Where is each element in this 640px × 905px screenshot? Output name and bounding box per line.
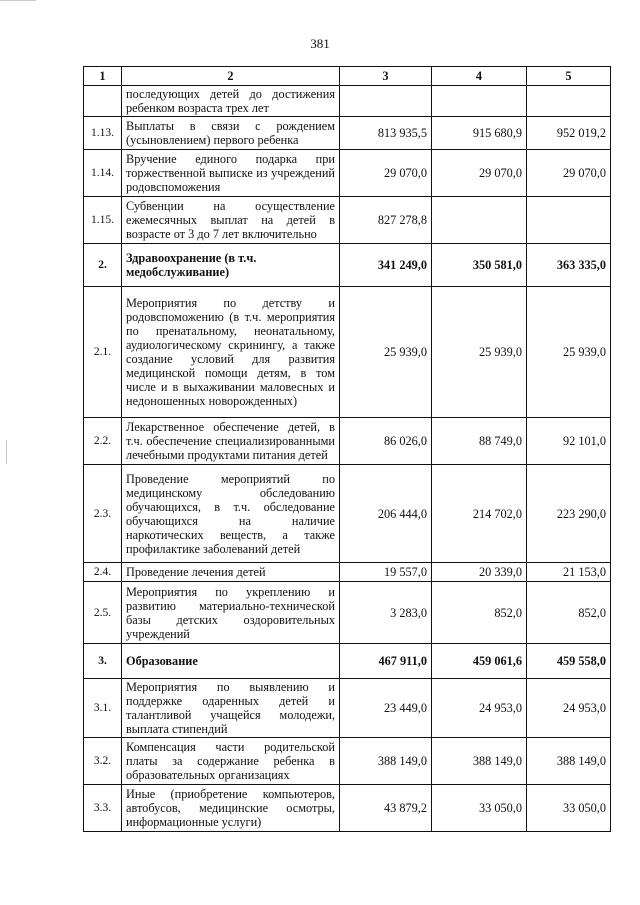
row-number-cell: 2.4.	[84, 563, 122, 582]
header-cell-3: 3	[340, 67, 432, 86]
table-row	[84, 86, 611, 117]
row-number-cell: 1.14.	[84, 150, 122, 197]
row-name-cell: Мероприятия по выявлению и поддержке одаренных детей и талантливой учащейся молодежи, выплата стипендий	[122, 679, 340, 738]
value-cell-col3: 29 070,0	[340, 150, 432, 197]
table-row	[84, 150, 611, 197]
value-cell-col3: 827 278,8	[340, 197, 432, 244]
value-cell-col5: 33 050,0	[527, 785, 611, 832]
value-cell-col5: 25 939,0	[527, 287, 611, 418]
value-cell-col4	[432, 197, 527, 244]
table-row	[84, 644, 611, 679]
value-cell-col3: 43 879,2	[340, 785, 432, 832]
value-cell-col4: 20 339,0	[432, 563, 527, 582]
row-name-cell: Проведение мероприятий по медицинскому обследованию обучающихся, в т.ч. обследование обучающихся на наличие наркотических веществ, а также профилактике заболеваний детей	[122, 465, 340, 563]
value-cell-col5: 363 335,0	[527, 244, 611, 287]
value-cell-col4: 214 702,0	[432, 465, 527, 563]
row-name-cell: Здравоохранение (в т.ч. медобслуживание)	[122, 244, 340, 287]
value-cell-col3: 813 935,5	[340, 117, 432, 150]
value-cell-col5: 24 953,0	[527, 679, 611, 738]
value-cell-col5: 459 558,0	[527, 644, 611, 679]
row-number-cell: 2.3.	[84, 465, 122, 563]
value-cell-col4: 24 953,0	[432, 679, 527, 738]
table-row	[84, 117, 611, 150]
row-number-cell: 2.	[84, 244, 122, 287]
value-cell-col5: 29 070,0	[527, 150, 611, 197]
value-cell-col3: 467 911,0	[340, 644, 432, 679]
table-row	[84, 197, 611, 244]
table-row	[84, 738, 611, 785]
value-cell-col5	[527, 197, 611, 244]
value-cell-col4: 388 149,0	[432, 738, 527, 785]
value-cell-col4: 852,0	[432, 582, 527, 644]
row-name-cell: Компенсация части родительской платы за содержание ребенка в образовательных организациях	[122, 738, 340, 785]
header-cell-5: 5	[527, 67, 611, 86]
row-name-cell: Лекарственное обеспечение детей, в т.ч. обеспечение специализированными лечебными продуктами питания детей	[122, 418, 340, 465]
row-name-cell: Образование	[122, 644, 340, 679]
header-cell-1: 1	[84, 67, 122, 86]
value-cell-col4: 33 050,0	[432, 785, 527, 832]
table-header-row	[84, 67, 611, 86]
header-cell-4: 4	[432, 67, 527, 86]
value-cell-col3: 25 939,0	[340, 287, 432, 418]
value-cell-col3: 341 249,0	[340, 244, 432, 287]
value-cell-col4	[432, 86, 527, 117]
value-cell-col3: 3 283,0	[340, 582, 432, 644]
value-cell-col3: 206 444,0	[340, 465, 432, 563]
row-name-cell: Проведение лечения детей	[122, 563, 340, 582]
row-number-cell: 3.1.	[84, 679, 122, 738]
value-cell-col3: 388 149,0	[340, 738, 432, 785]
table-row	[84, 679, 611, 738]
table-row	[84, 418, 611, 465]
row-name-cell: Мероприятия по укреплению и развитию материально-технической базы детских оздоровительных учреждений	[122, 582, 340, 644]
table-row	[84, 563, 611, 582]
table-row	[84, 582, 611, 644]
row-number-cell: 3.2.	[84, 738, 122, 785]
row-name-cell: Субвенции на осуществление ежемесячных выплат на детей в возрасте от 3 до 7 лет включительно	[122, 197, 340, 244]
row-number-cell	[84, 86, 122, 117]
row-number-cell: 1.15.	[84, 197, 122, 244]
value-cell-col3: 19 557,0	[340, 563, 432, 582]
row-name-cell: Иные (приобретение компьютеров, автобусов, медицинские осмотры, информационные услуги)	[122, 785, 340, 832]
value-cell-col4: 29 070,0	[432, 150, 527, 197]
row-number-cell: 2.2.	[84, 418, 122, 465]
row-name-cell: Мероприятия по детству и родовспоможению (в т.ч. мероприятия по пренатальному, неонатальному, аудиологическому скринингу, а также создание условий для развития медицинской помощи детям, в том числе и в выхаживании маловесных и недоношенных новорожденных)	[122, 287, 340, 418]
row-number-cell: 2.5.	[84, 582, 122, 644]
value-cell-col5: 852,0	[527, 582, 611, 644]
row-name-cell: последующих детей до достижения ребенком возраста трех лет	[122, 86, 340, 117]
value-cell-col3: 86 026,0	[340, 418, 432, 465]
row-number-cell: 3.	[84, 644, 122, 679]
scan-edge-mark-left	[6, 440, 7, 464]
page-number: 381	[310, 36, 330, 51]
row-name-cell: Выплаты в связи с рождением (усыновлением) первого ребенка	[122, 117, 340, 150]
header-cell-2: 2	[122, 67, 340, 86]
value-cell-col5: 388 149,0	[527, 738, 611, 785]
value-cell-col5: 223 290,0	[527, 465, 611, 563]
value-cell-col5: 21 153,0	[527, 563, 611, 582]
value-cell-col4: 350 581,0	[432, 244, 527, 287]
value-cell-col5: 952 019,2	[527, 117, 611, 150]
value-cell-col5	[527, 86, 611, 117]
row-number-cell: 2.1.	[84, 287, 122, 418]
value-cell-col4: 25 939,0	[432, 287, 527, 418]
table-row	[84, 785, 611, 832]
table-row	[84, 244, 611, 287]
row-number-cell: 3.3.	[84, 785, 122, 832]
value-cell-col4: 88 749,0	[432, 418, 527, 465]
scan-edge-mark-top	[0, 0, 36, 1]
value-cell-col3: 23 449,0	[340, 679, 432, 738]
value-cell-col3	[340, 86, 432, 117]
value-cell-col5: 92 101,0	[527, 418, 611, 465]
value-cell-col4: 915 680,9	[432, 117, 527, 150]
value-cell-col4: 459 061,6	[432, 644, 527, 679]
table-row	[84, 287, 611, 418]
row-name-cell: Вручение единого подарка при торжественной выписке из учреждений родовспоможения	[122, 150, 340, 197]
row-number-cell: 1.13.	[84, 117, 122, 150]
table-row	[84, 465, 611, 563]
budget-table	[83, 66, 611, 832]
